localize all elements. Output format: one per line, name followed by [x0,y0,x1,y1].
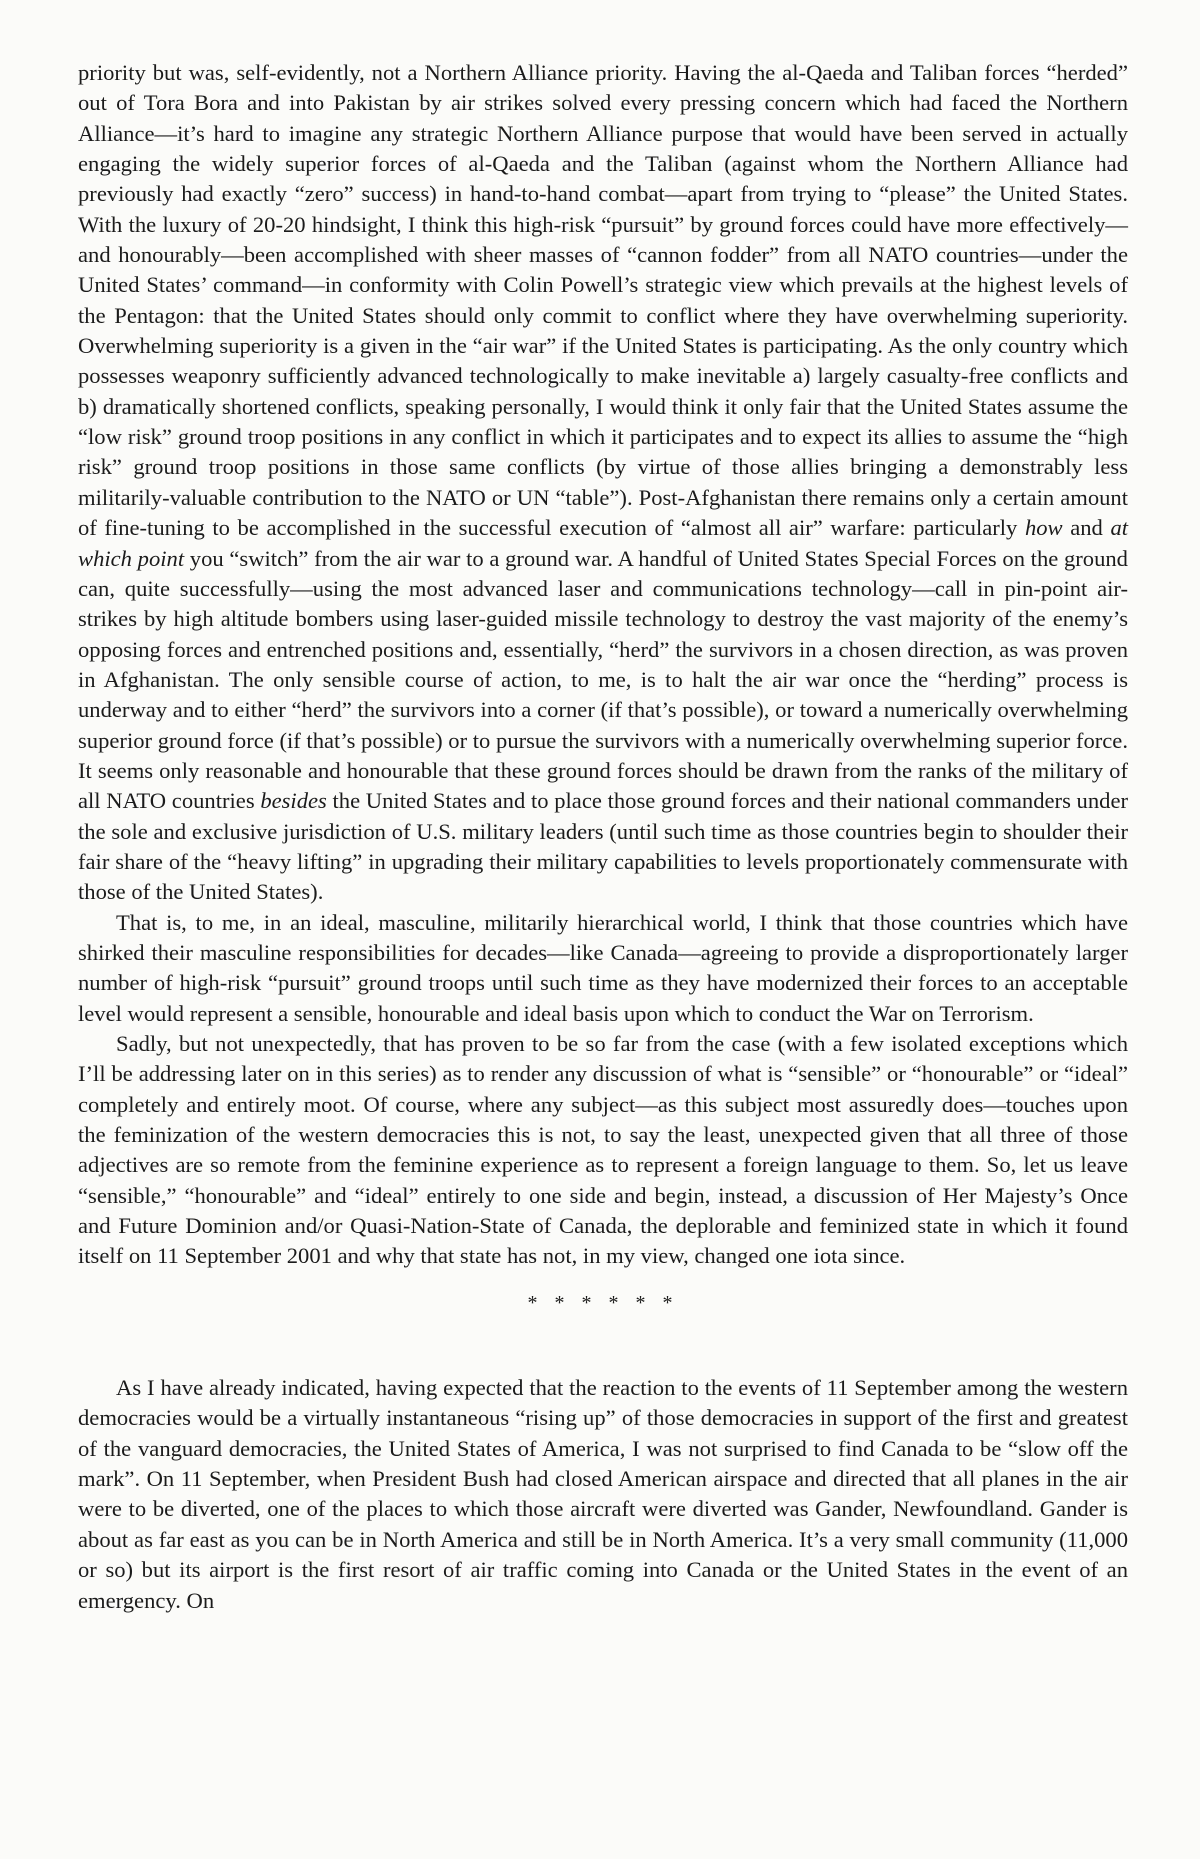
text-run: That is, to me, in an ideal, masculine, militarily hierarchical world, I think that those countries which have shirked their masculine responsibilities for decades—like Canada—agreeing to provide a disproportionately larger number of high-risk “pursuit” ground troops until such time as they have modernized their forces to an acceptable level would represent a sensible, honourable and ideal basis upon which to conduct the War on Terrorism. [78,909,1128,1026]
italic-emphasis: how [1024,515,1063,541]
text-run: priority but was, self-evidently, not a Northern Alliance priority. Having the al-Qaeda and Taliban forces “herded” out of Tora Bora and into Pakistan by air strikes solved every pressing concern which had faced the Northern Alliance—it’s hard to imagine any strategic Northern Alliance purpose that would have been served in actually engaging the widely superior forces of al-Qaeda and the Taliban (against whom the Northern Alliance had previously had exactly “zero” success) in hand-to-hand combat—apart from trying to “please” the United States. With the luxury of 20-20 hindsight, I think this high-risk “pursuit” by ground forces could have more effectively—and honourably—been accomplished with sheer masses of “cannon fodder” from all NATO countries—under the United States’ command—in conformity with Colin Powell’s strategic view which prevails at the highest levels of the Pentagon: that the United States should only commit to conflict where they have overwhelming superiority. Overwhelming superiority is a given in the “air war” if the United States is participating. As the only country which possesses weaponry sufficiently advanced technologically to make inevitable a) largely casualty-free conflicts and b) dramatically shortened conflicts, speaking personally, I would think it only fair that the United States assume the “low risk” ground troop positions in any conflict in which it participates and to expect its allies to assume the “high risk” ground troop positions in those same conflicts (by virtue of those allies bringing a demonstrably less militarily-valuable contribution to the NATO or UN “table”). Post-Afghanistan there remains only a certain amount of fine-tuning to be accomplished in the successful execution of “almost all air” warfare: particularly [78,60,1128,541]
text-run: Sadly, but not unexpectedly, that has proven to be so far from the case (with a few isolated exceptions which I’ll be addressing later on in this series) as to render any discussion of what is “sensible” or “honourable” or “ideal” completely and entirely moot. Of course, where any subject—as this subject most assuredly does—touches upon the feminization of the western democracies this is not, to say the least, unexpected given that all three of those adjectives are so remote from the feminine experience as to represent a foreign language to them. So, let us leave “sensible,” “honourable” and “ideal” entirely to one side and begin, instead, a discussion of Her Majesty’s Once and Future Dominion and/or Quasi-Nation-State of Canada, the deplorable and feminized state in which it found itself on 11 September 2001 and why that state has not, in my view, changed one iota since. [78,1031,1128,1269]
paragraph-gander: As I have already indicated, having expected that the reaction to the events of 11 September among the western democracies would be a virtually instantaneous “rising up” of those democracies in support of the first and greatest of the vanguard democracies, the United States of America, I was not surprised to find Canada to be “slow off the mark”. On 11 September, when President Bush had closed American airspace and directed that all planes in the air were to be diverted, one of the places to which those aircraft were diverted was Gander, Newfoundland. Gander is about as far east as you can be in North America and still be in North America. It’s a very small community (11,000 or so) but its airport is the first resort of air traffic coming into Canada or the United States in the event of an emergency. On [78,1375,1128,1613]
text-run: and [1062,515,1111,541]
text-run: the United States and to place those ground forces and their national commanders under the sole and exclusive jurisdiction of U.S. military leaders (until such time as those countries begin to shoulder their fair share of the “heavy lifting” in upgrading their military capabilities to levels proportionately commensurate with those of the United States). [78,788,1128,905]
section-separator: * * * * * * [527,1291,679,1314]
paragraph-sadly [78,1029,1128,1272]
italic-emphasis: at which point [78,515,1129,571]
paragraph-ideal-world [78,908,1128,1029]
text-run: you “switch” from the air war to a ground war. A handful of United States Special Forces on the ground can, quite successfully—using the most advanced laser and communications technology—call in pin-point air-strikes by high altitude bombers using laser-guided missile technology to destroy the vast majority of the enemy’s opposing forces and entrenched positions and, essentially, “herd” the survivors in a chosen direction, as was proven in Afghanistan. The only sensible course of action, to me, is to halt the air war once the “herding” process is underway and to either “herd” the survivors into a corner (if that’s possible), or toward a numerically overwhelming superior ground force (if that’s possible) or to pursue the survivors with a numerically overwhelming superior force. It seems only reasonable and honourable that these ground forces should be drawn from the ranks of the military of all NATO countries [78,545,1128,814]
document-page [78,58,1128,1616]
paragraph-air-war [78,58,1128,908]
italic-emphasis: besides [260,788,327,814]
